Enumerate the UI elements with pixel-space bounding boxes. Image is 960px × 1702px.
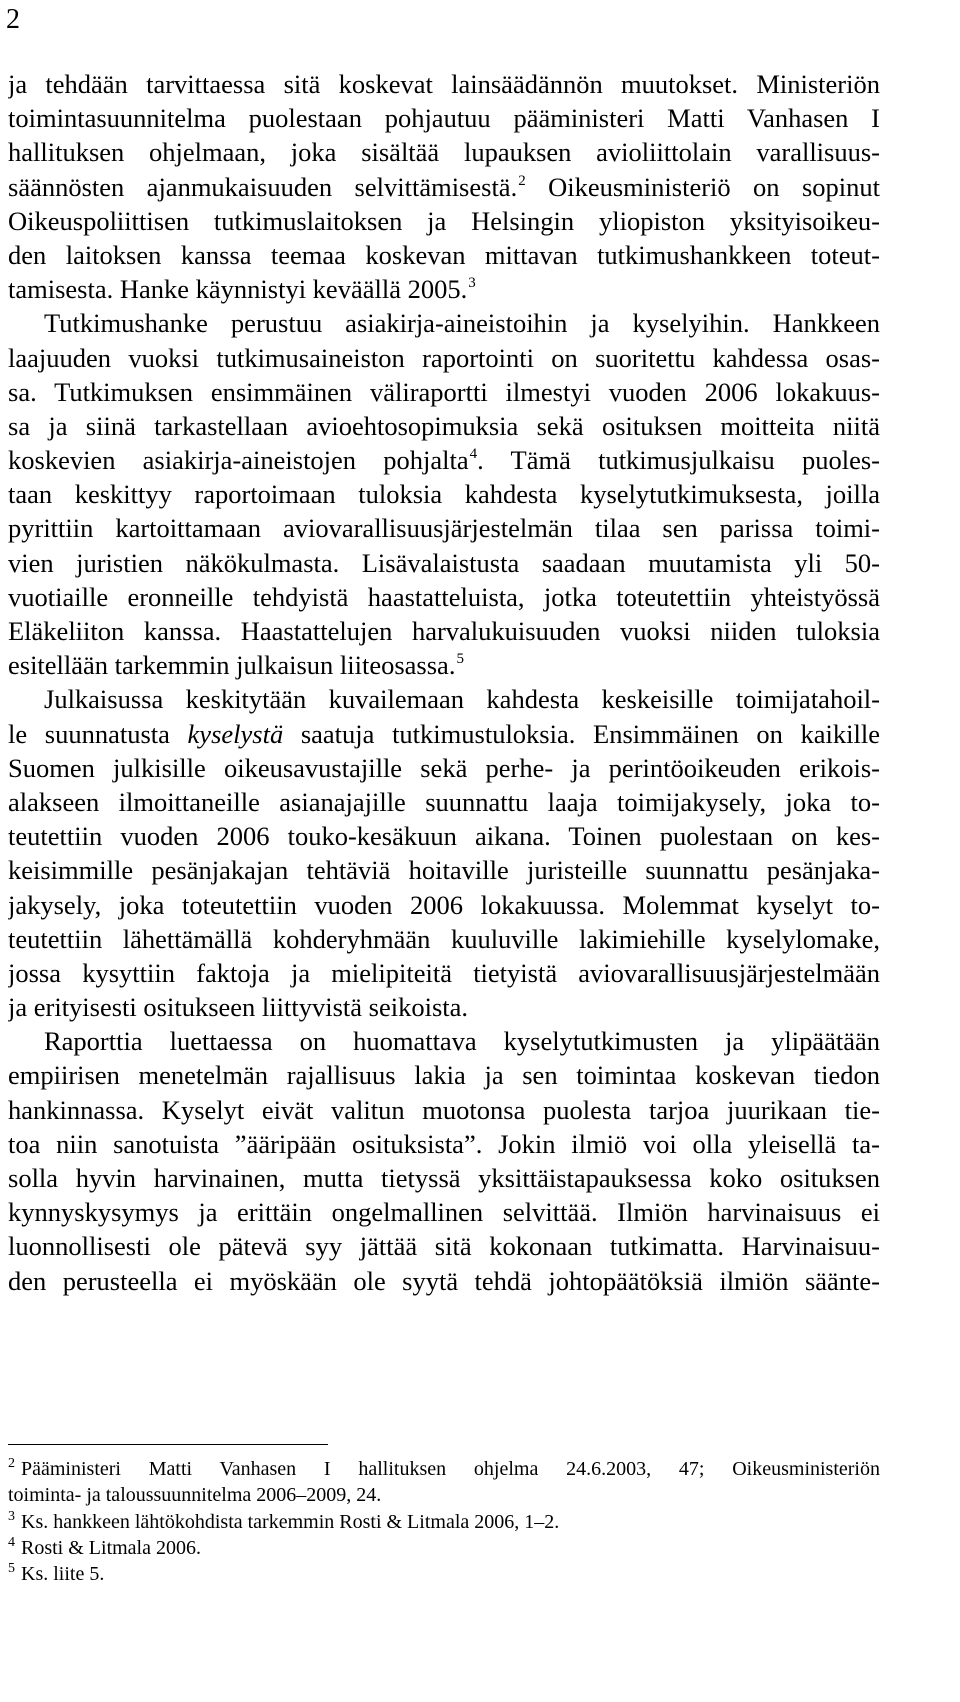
body-line [8,785,880,819]
footnote-reference: 4 [469,446,478,463]
body-line [8,922,880,956]
footnote-number: 5 [8,1561,15,1577]
body-line [8,1161,880,1195]
body-text: toimintasuunnitelma puolestaan pohjautuu pääministeri Matti Vanhasen I [8,103,880,134]
body-line [8,614,880,648]
body-text: säännösten ajanmukaisuuden selvittämisestä. [8,171,518,202]
footnote-line [8,1456,880,1482]
body-line [8,272,880,306]
body-text: hallituksen ohjelmaan, joka sisältää lupauksen avioliittolain varallisuus- [8,137,880,168]
body-text: Raporttia luettaessa on huomattava kyselytutkimusten ja ylipäätään [44,1026,880,1057]
body-text: jakysely, joka toteutettiin vuoden 2006 lokakuussa. Molemmat kyselyt to- [8,889,880,920]
footnote-number: 4 [8,1534,15,1550]
body-text: Suomen julkisille oikeusavustajille sekä perhe- ja perintöoikeuden erikois- [8,752,880,783]
body-text: Oikeuspoliittisen tutkimuslaitoksen ja Helsingin yliopiston yksityisoikeu- [8,205,880,236]
body-line [8,956,880,990]
footnote-line [8,1482,880,1508]
body-text: koskevien asiakirja-aineistojen pohjalta [8,445,469,476]
body-text [8,67,880,1298]
body-line [8,511,880,545]
body-line [8,1127,880,1161]
body-text: empiirisen menetelmän rajallisuus lakia ja sen toimintaa koskevan tiedon [8,1060,880,1091]
footnote-number: 2 [8,1456,15,1471]
body-line [8,204,880,238]
body-text: vien juristien näkökulmasta. Lisävalaistusta saadaan muutamista yli 50- [8,547,880,578]
body-line [8,580,880,614]
body-line [8,1264,880,1298]
body-text: toa niin sanotuista ”ääripään osituksista”. Jokin ilmiö voi olla yleisellä ta- [8,1128,880,1159]
body-text: hankinnassa. Kyselyt eivät valitun muotonsa puolesta tarjoa juurikaan tie- [8,1094,880,1125]
body-text: sa ja siinä tarkastellaan avioehtosopimuksia sekä osituksen moitteita niitä [8,410,880,441]
body-line [8,238,880,272]
body-line [8,1195,880,1229]
body-text: teutettiin vuoden 2006 touko-kesäkuun aikana. Toinen puolestaan on kes- [8,821,880,852]
body-line [8,443,880,477]
footnote-line [8,1535,880,1561]
footnote-line [8,1561,880,1587]
emphasized-text: kyselystä [187,718,284,749]
body-text: kynnyskysymys ja erittäin ongelmallinen selvittää. Ilmiön harvinaisuus ei [8,1197,880,1228]
body-text: taan keskittyy raportoimaan tuloksia kahdesta kyselytutkimuksesta, joilla [8,479,880,510]
body-text: vuotiaille eronneille tehdyistä haastatteluista, jotka toteutettiin yhteistyössä [8,581,880,612]
body-text: solla hyvin harvinainen, mutta tietyssä yksittäistapauksessa koko osituksen [8,1163,880,1193]
body-text: ja tehdään tarvittaessa sitä koskevat lainsäädännön muutokset. Ministeriön [8,69,880,99]
body-text: Julkaisussa keskitytään kuvailemaan kahdesta keskeisille toimijatahoil- [44,684,880,715]
body-text: pyrittiin kartoittamaan aviovarallisuusjärjestelmän tilaa sen parissa toimi- [8,513,880,544]
footnote-text: Ks. hankkeen lähtökohdista tarkemmin Rosti & Litmala 2006, 1–2. [21,1510,560,1533]
body-text: saatuja tutkimustuloksia. Ensimmäinen on kaikille [283,718,880,749]
footnote-number: 3 [8,1508,15,1524]
body-line [8,67,880,101]
footnote-separator [8,1444,328,1445]
footnote-reference: 2 [518,172,526,189]
footnote-text: Ks. liite 5. [21,1563,105,1586]
body-text: alakseen ilmoittaneille asianajajille suunnattu laaja toimijakysely, joka to- [8,786,880,817]
body-line [8,990,880,1024]
footnote-reference: 5 [456,651,464,668]
body-line [8,1024,880,1058]
footnote-text: toiminta- ja taloussuunnitelma 2006–2009, 24. [8,1484,382,1507]
body-line [8,1093,880,1127]
body-line [8,546,880,580]
body-line [8,477,880,511]
footnote-reference: 3 [468,275,476,292]
body-text: sa. Tutkimuksen ensimmäinen väliraportti ilmestyi vuoden 2006 lokakuus- [8,376,880,407]
body-text: laajuuden vuoksi tutkimusaineiston raportointi on suoritettu kahdessa osas- [8,342,880,373]
body-line [8,170,880,204]
body-text: le suunnatusta [8,718,188,749]
body-text: Oikeusministeriö on sopinut [525,171,880,202]
body-line [8,648,880,682]
footnote-text: Rosti & Litmala 2006. [21,1536,201,1559]
body-line [8,853,880,887]
footnote-line [8,1509,880,1535]
body-text: esitellään tarkemmin julkaisun liiteosassa. [8,650,456,681]
body-text: ja erityisesti ositukseen liittyvistä seikoista. [8,992,469,1023]
body-line [8,375,880,409]
footnotes [8,1456,880,1587]
body-line [8,409,880,443]
body-text: Eläkeliiton kanssa. Haastattelujen harvalukuisuuden vuoksi niiden tuloksia [8,616,880,646]
page-number: 2 [6,4,20,35]
body-text: Tutkimushanke perustuu asiakirja-aineistoihin ja kyselyihin. Hankkeen [44,308,880,339]
body-line [8,819,880,853]
body-text: den laitoksen kanssa teemaa koskevan mittavan tutkimushankkeen toteut- [8,239,880,270]
body-line [8,751,880,785]
body-line [8,682,880,716]
body-line [8,306,880,340]
body-text: den perusteella ei myöskään ole syytä tehdä johtopäätöksiä ilmiön säänte- [8,1265,880,1296]
body-line [8,135,880,169]
body-line [8,888,880,922]
body-text: teutettiin lähettämällä kohderyhmään kuuluville lakimiehille kyselylomake, [8,923,880,954]
body-text: keisimmille pesänjakajan tehtäviä hoitaville juristeille suunnattu pesänjaka- [8,855,880,886]
body-text: luonnollisesti ole pätevä syy jättää sitä kokonaan tutkimatta. Harvinaisuu- [8,1231,880,1262]
body-line [8,341,880,375]
body-line [8,1058,880,1092]
body-line [8,717,880,751]
body-line [8,101,880,135]
footnote-text: Pääministeri Matti Vanhasen I hallituksen ohjelma 24.6.2003, 47; Oikeusministeriön [21,1458,880,1480]
body-text: tamisesta. Hanke käynnistyi keväällä 2005. [8,274,468,305]
body-text: jossa kysyttiin faktoja ja mielipiteitä tietyistä aviovarallisuusjärjestelmään [8,957,880,988]
body-line [8,1229,880,1263]
body-text: . Tämä tutkimusjulkaisu puoles- [477,445,880,476]
